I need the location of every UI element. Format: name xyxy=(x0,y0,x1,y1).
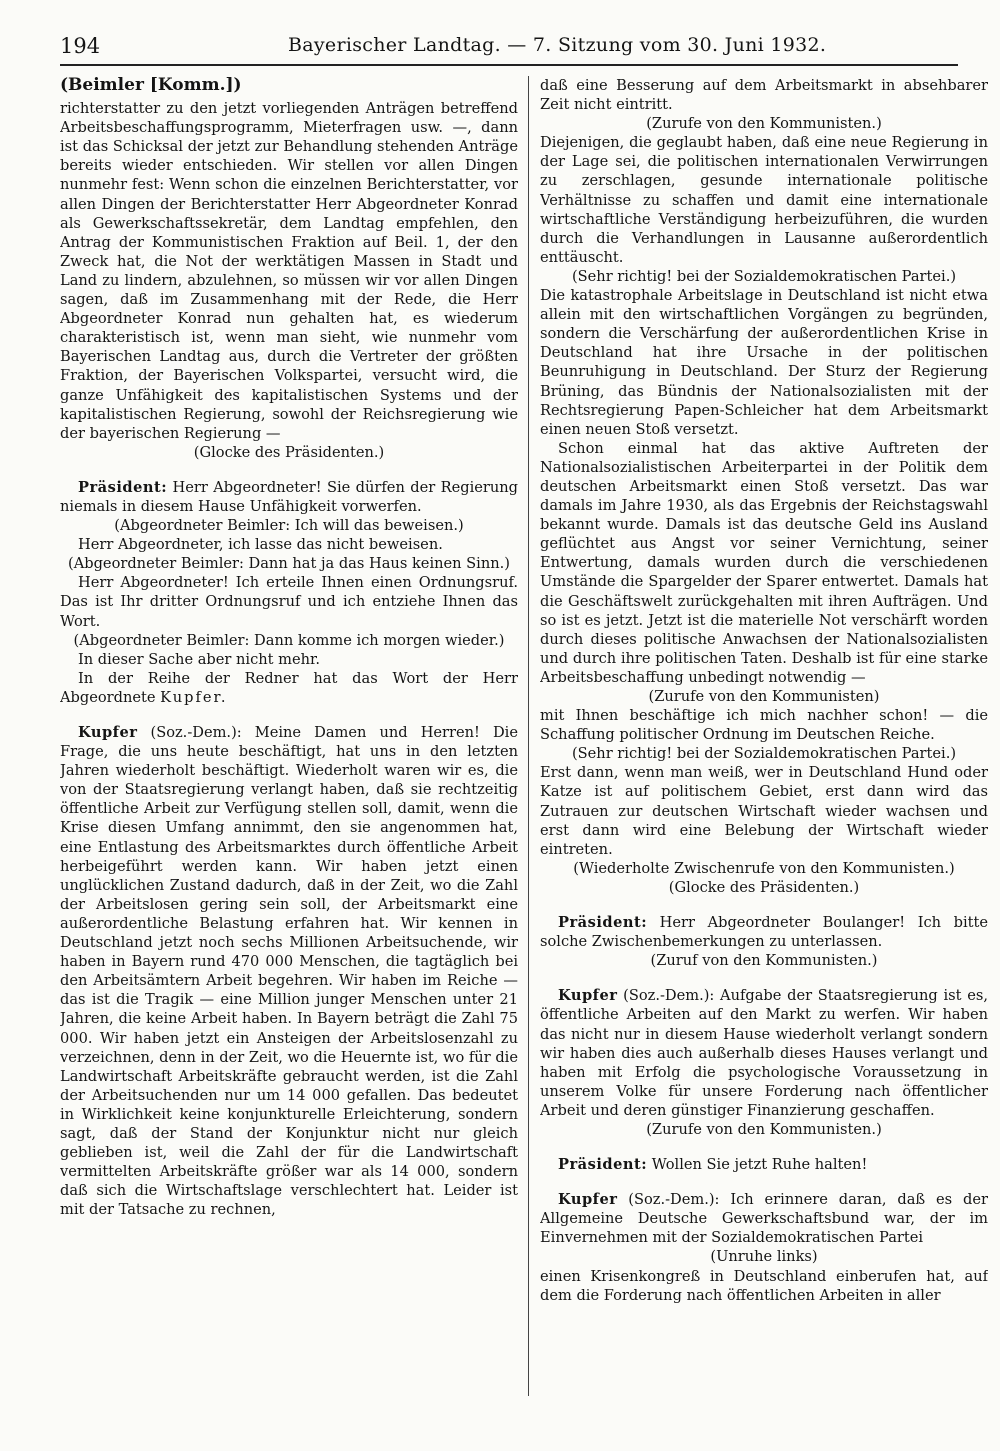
interjection: (Zuruf von den Kommunisten.) xyxy=(650,952,878,970)
paragraph: Die katastrophale Arbeitslage in Deutschland ist nicht etwa allein mit den wirtschaftlichen Vorgängen zu begründen, sondern die Verschärfung der außerordentlichen Krise in Deutschland hat ihre Ursache in der politischen Beunruhigung in Deutschland. Der Sturz der Regierung Brüning, das Bündnis der Nationalsozialisten mit der Rechtsregierung Papen-Schleicher hat dem Arbeitsmarkt einen neuen Stoß versetzt. xyxy=(540,287,988,438)
interjection: (Abgeordneter Beimler: Dann komme ich morgen wieder.) xyxy=(73,631,505,649)
interjection: (Zurufe von den Kommunisten.) xyxy=(646,1120,882,1138)
paragraph: Diejenigen, die geglaubt haben, daß eine neue Regierung in der Lage sei, die politischen internationalen Verwirrungen zu zerschlagen, gesunde internationale politische Verhältnisse zu schaffen und damit eine internationale wirtschaftliche Verständigung herbeizuführen, die wurden durch die Verhandlungen in Lausanne außerordentlich enttäuscht. xyxy=(540,134,988,266)
interjection: (Sehr richtig! bei der Sozialdemokratischen Partei.) xyxy=(571,267,957,285)
speaker-name: Kupfer xyxy=(558,1191,618,1209)
speaker-name-spaced: Kupfer. xyxy=(160,688,228,706)
speaker-name: Kupfer xyxy=(78,724,138,741)
right-column xyxy=(540,76,988,1436)
speaker-name: Präsident: xyxy=(558,914,648,932)
paragraph: Herr Abgeordneter! Ich erteile Ihnen einen Ordnungsruf. Das ist Ihr dritter Ordnungsruf und ich entziehe Ihnen das Wort. xyxy=(60,574,518,630)
paragraph: In der Reihe der Redner hat das Wort der Herr Abgeordnete Kupfer. xyxy=(60,669,518,706)
paragraph: richterstatter zu den jetzt vorliegenden Anträgen betreffend Arbeitsbeschaffungsprogramm, Mieterfragen usw. —, dann ist das Schicksal der jetzt zur Behandlung stehenden Anträge bereits wieder entschieden. Wir stellen vor allen Dingen nunmehr fest: Wenn schon die einzelnen Berichterstatter, vor allen Dingen der Berichterstatter Herr Abgeordneter Konrad als Gewerkschaftssekretär, dem Landtag empfehlen, den Antrag der Kommunistischen Fraktion auf Beil. 1, der den Zweck hat, die Not der werktätigen Massen in Stadt und Land zu lindern, abzulehnen, so müssen wir vor allen Dingen sagen, daß im Zusammenhang mit der Rede, die Herr Abgeordneter Konrad nun gehalten hat, es wiederum charakteristisch ist, wenn man sieht, wie nunmehr vom Bayerischen Landtag aus, durch die Vertreter der größten Fraktion, der Bayerischen Volkspartei, versucht wird, die ganze Unfähigkeit des kapitalistischen Systems und der kapitalistischen Regierung, sowohl der Reichsregierung wie der bayerischen Regierung — xyxy=(60,100,518,442)
paragraph: mit Ihnen beschäftige ich mich nachher schon! — die Schaffung politischer Ordnung im Deutschen Reiche. xyxy=(540,707,988,744)
interjection: (Sehr richtig! bei der Sozialdemokratischen Partei.) xyxy=(571,745,957,763)
interjection: (Glocke des Präsidenten.) xyxy=(193,443,385,461)
speaker-heading: (Beimler [Komm.]) xyxy=(60,76,242,95)
speech-paragraph: Kupfer (Soz.-Dem.): Meine Damen und Herren! Die Frage, die uns heute beschäftigt, hat uns in den letzten Jahren wiederholt beschäftigt. Wiederholt waren wir es, die von der Staatsregierung verlangt haben, daß sie rechtzeitig öffentliche Arbeit zur Verfügung stellen soll, damit, wenn die Krise diesen Umfang annimmt, den sie angenommen hat, eine Entlastung des Arbeitsmarktes durch öffentliche Arbeit herbeigeführt werden kann. Wir haben jetzt einen unglücklichen Zustand dadurch, daß in der Zeit, wo die Zahl der Arbeitslosen gering sein soll, der Arbeitsmarkt eine außerordentliche Belastung erfahren hat. Wir kennen in Deutschland jetzt noch sechs Millionen Arbeitsuchende, wir haben in Bayern rund 470 000 Menschen, die tagtäglich bei den Arbeitsämtern Arbeit begehren. Wir haben im Reiche — das ist die Tragik — eine Million junger Menschen unter 21 Jahren, die keine Arbeit haben. In Bayern beträgt die Zahl 75 000. Wir haben jetzt ein Ansteigen der Arbeitslosenzahl zu verzeichnen, denn in der Zeit, wo die Heuernte ist, wo für die Landwirtschaft Arbeitskräfte gebraucht werden, ist die Zahl der Arbeitsuchenden nur um 14 000 gefallen. Das bedeutet in Wirklichkeit keine konjunkturelle Erleichterung, sondern sagt, daß der Stand der Konjunktur nicht nur gleich geblieben ist, weil die Zahl der für die Landwirtschaft vermittelten Arbeitskräfte größer war als 14 000, sondern daß sich die Wirtschaftslage verschlechtert hat. Leider ist mit der Tatsache zu rechnen, xyxy=(60,724,518,1219)
paragraph: Herr Abgeordneter, ich lasse das nicht beweisen. xyxy=(78,536,443,554)
interjection: (Abgeordneter Beimler: Ich will das beweisen.) xyxy=(114,517,464,535)
paragraph: In dieser Sache aber nicht mehr. xyxy=(78,650,321,668)
speaker-name: Präsident: xyxy=(558,1156,648,1174)
page-number: 194 xyxy=(60,34,101,58)
interjection: (Glocke des Präsidenten.) xyxy=(668,878,860,896)
left-column xyxy=(60,76,518,1436)
paragraph: Erst dann, wenn man weiß, wer in Deutschland Hund oder Katze ist auf politischem Gebiet, erst dann wird das Zutrauen zur deutschen Wirtschaft wieder wachsen und erst dann wird eine Belebung der Wirtschaft wieder eintreten. xyxy=(540,764,988,858)
speaker-name: Kupfer xyxy=(558,987,618,1005)
paragraph: einen Krisenkongreß in Deutschland einberufen hat, auf dem die Forderung nach öffentlichen Arbeiten in aller xyxy=(540,1267,988,1304)
interjection: (Zurufe von den Kommunisten) xyxy=(648,688,880,705)
speaker-name: Präsident: xyxy=(78,478,168,496)
interjection: (Unruhe links) xyxy=(710,1248,818,1266)
interjection: (Wiederholte Zwischenrufe von den Kommunisten.) xyxy=(573,859,955,877)
interjection: (Zurufe von den Kommunisten.) xyxy=(646,115,882,133)
interjection: (Abgeordneter Beimler: Dann hat ja das Haus keinen Sinn.) xyxy=(68,555,510,573)
paragraph: daß eine Besserung auf dem Arbeitsmarkt in absehbarer Zeit nicht eintritt. xyxy=(540,77,988,114)
speech-paragraph: Präsident: Herr Abgeordneter! Sie dürfen der Regierung niemals in diesem Hause Unfähigkeit vorwerfen. xyxy=(60,478,518,515)
page-header xyxy=(60,28,958,66)
speech-paragraph: Kupfer (Soz.-Dem.): Ich erinnere daran, daß es der Allgemeine Deutsche Gewerkschaftsbund war, der im Einvernehmen mit der Sozialdemokratischen Partei xyxy=(540,1191,988,1247)
column-divider xyxy=(528,76,529,1396)
speech-paragraph: Präsident: Wollen Sie jetzt Ruhe halten! xyxy=(558,1156,868,1174)
speech-paragraph: Kupfer (Soz.-Dem.): Aufgabe der Staatsregierung ist es, öffentliche Arbeiten auf den Markt zu werfen. Wir haben das nicht nur in diesem Hause wiederholt verlangt sondern wir haben dies auch außerhalb dieses Hauses verlangt und haben mit Erfolg die psychologische Voraussetzung in unserem Volke für unsere Forderung nach öffentlicher Arbeit und deren günstiger Finanzierung geschaffen. xyxy=(540,987,988,1119)
running-title: Bayerischer Landtag. — 7. Sitzung vom 30. Juni 1932. xyxy=(288,34,827,56)
paragraph: Schon einmal hat das aktive Auftreten der Nationalsozialistischen Arbeiterpartei in der Politik dem deutschen Arbeitsmarkt einen Stoß versetzt. Das war damals im Jahre 1930, als das Ergebnis der Reichstagswahl bekannt wurde. Damals ist das deutsche Geld ins Ausland geflüchtet aus Angst vor seiner Vernichtung, seiner Entwertung, damals wurden durch die verschiedenen Umstände die Spargelder der Sparer entwertet. Damals hat die Geschäftswelt zurückgehalten mit ihren Aufträgen. Und so ist es jetzt. Jetzt ist die materielle Not verschärft worden durch dieses politische Anwachsen der Nationalsozialisten und durch ihre politischen Taten. Deshalb ist für eine starke Arbeitsbeschaffung unbedingt notwendig — xyxy=(540,439,988,686)
speech-paragraph: Präsident: Herr Abgeordneter Boulanger! Ich bitte solche Zwischenbemerkungen zu unterlassen. xyxy=(540,914,988,951)
